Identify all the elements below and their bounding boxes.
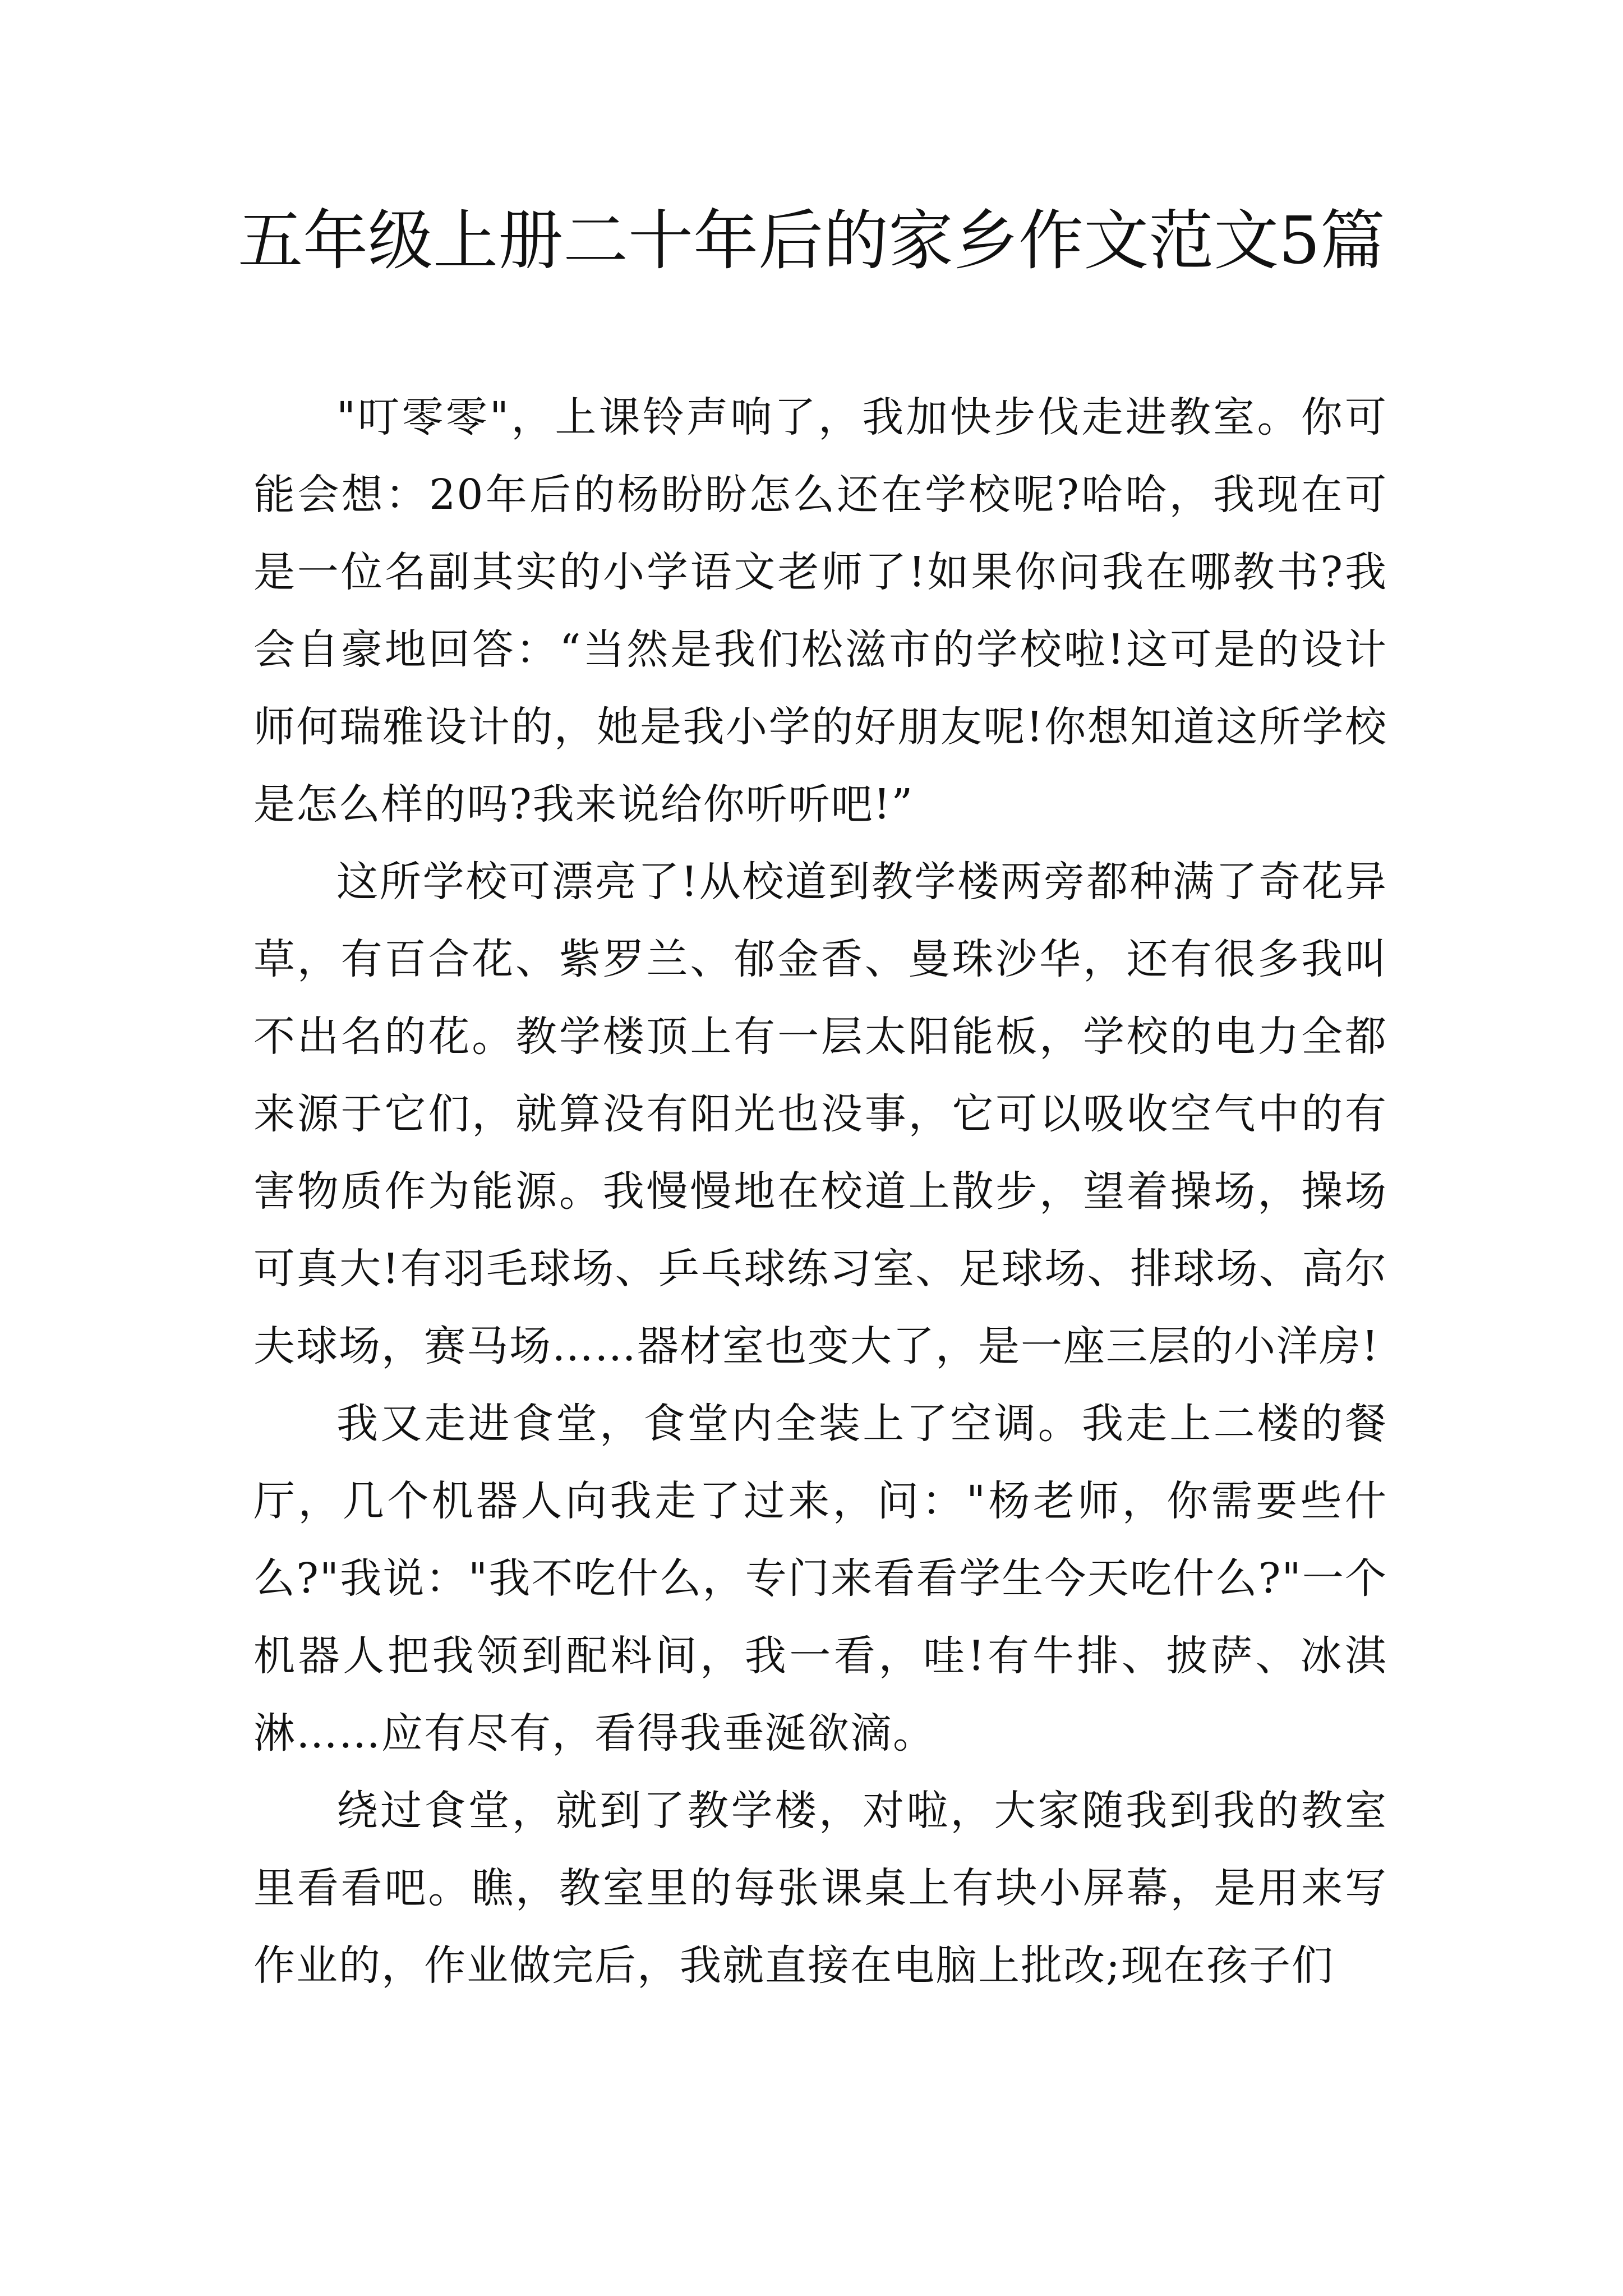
paragraph-3: 我又走进食堂，食堂内全装上了空调。我走上二楼的餐厅，几个机器人向我走了过来，问："杨老师，你需要些什么?"我说："我不吃什么，专门来看看学生今天吃什么?"一个机器人把我领到配料间，我一看，哇!有牛排、披萨、冰淇淋……应有尽有，看得我垂涎欲滴。 [253, 1400, 1387, 1757]
paragraph-1: "叮零零"，上课铃声响了，我加快步伐走进教室。你可能会想：20年后的杨盼盼怎么还在学校呢?哈哈，我现在可是一位名副其实的小学语文老师了!如果你问我在哪教书?我会自豪地回答：“当然是我们松滋市的学校啦!这可是的设计师何瑞雅设计的，她是我小学的好朋友呢!你想知道这所学校是怎么样的吗?我来说给你听听吧!” [253, 393, 1387, 829]
paragraph-2: 这所学校可漂亮了!从校道到教学楼两旁都种满了奇花异草，有百合花、紫罗兰、郁金香、曼珠沙华，还有很多我叫不出名的花。教学楼顶上有一层太阳能板，学校的电力全都来源于它们，就算没有阳光也没事，它可以吸收空气中的有害物质作为能源。我慢慢地在校道上散步，望着操场，操场可真大!有羽毛球场、乒乓球练习室、足球场、排球场、高尔夫球场，赛马场……器材室也变大了，是一座三层的小洋房! [253, 858, 1387, 1370]
document-title: 五年级上册二十年后的家乡作文范文5篇 [238, 203, 1385, 279]
document-body [253, 379, 1387, 2004]
paragraph-4: 绕过食堂，就到了教学楼，对啦，大家随我到我的教室里看看吧。瞧，教室里的每张课桌上有块小屏幕，是用来写作业的，作业做完后，我就直接在电脑上批改;现在孩子们 [253, 1787, 1387, 1990]
